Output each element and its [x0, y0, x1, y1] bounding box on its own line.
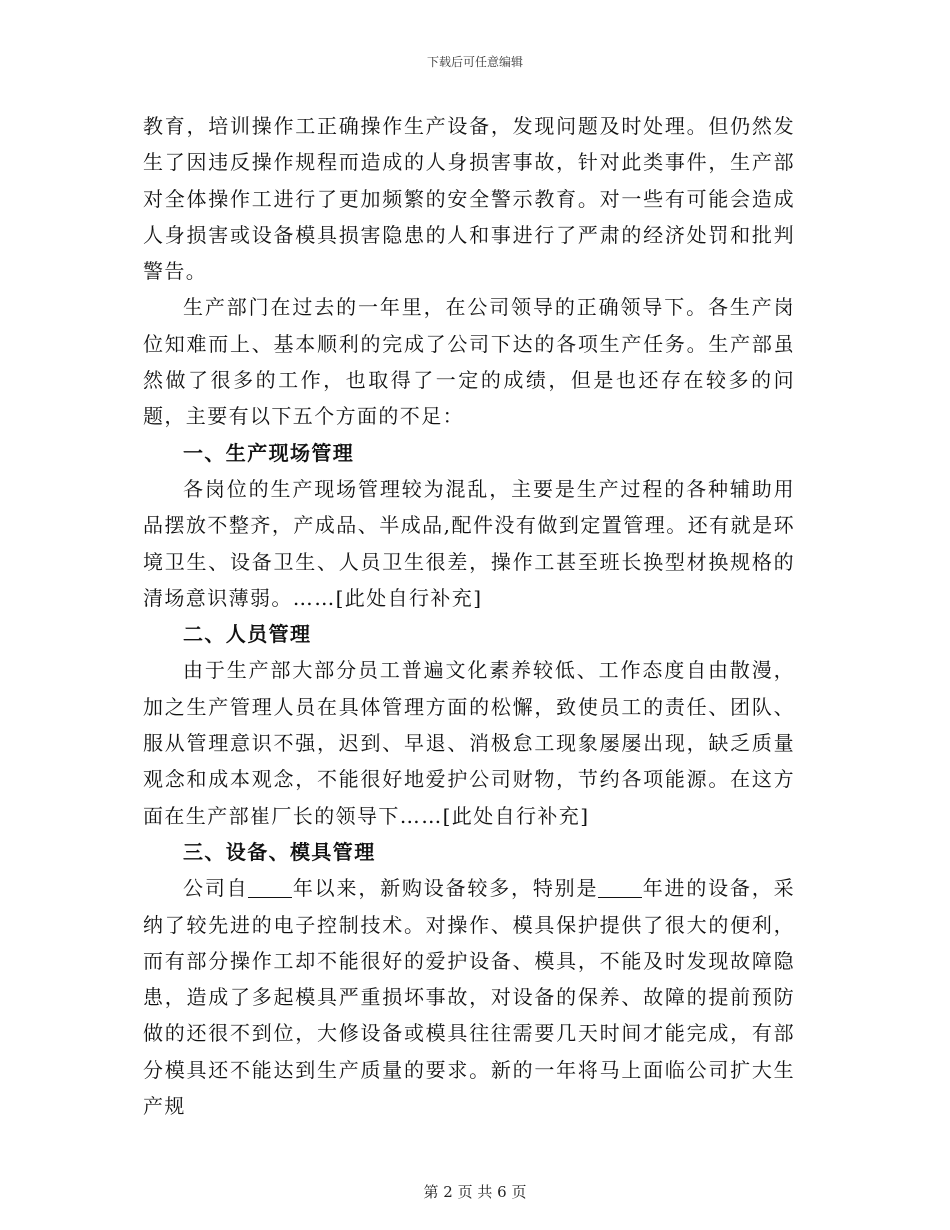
- section-heading-site-management: 一、生产现场管理: [183, 440, 355, 465]
- blank-year-field: [248, 877, 292, 898]
- page-footer: 第 2 页 共 6 页: [423, 1183, 527, 1201]
- paragraph-personnel-management: 由于生产部大部分员工普遍文化素养较低、工作态度自由散漫，加之生产管理人员在具体管理方面的松懈，致使员工的责任、团队、服从管理意识不强，迟到、早退、消极怠工现象屡屡出现，缺乏质量观念和成本观念，不能很好地爱护公司财物，节约各项能源。在这方面在生产部崔厂长的领导下……[此处自行补充]: [143, 658, 795, 828]
- paragraph-summary: 生产部门在过去的一年里，在公司领导的正确领导下。各生产岗位知难而上、基本顺利的完成了公司下达的各项生产任务。生产部虽然做了很多的工作，也取得了一定的成绩，但是也还存在较多的问题，主要有以下五个方面的不足：: [143, 295, 795, 429]
- paragraph-continuation: 教育，培训操作工正确操作生产设备，发现问题及时处理。但仍然发生了因违反操作规程而造成的人身损害事故，针对此类事件，生产部对全体操作工进行了更加频繁的安全警示教育。对一些有可能会造成人身损害或设备模具损害隐患的人和事进行了严肃的经济处罚和批判警告。: [143, 114, 795, 284]
- document-body: [143, 108, 795, 1124]
- paragraph-equipment-management: [143, 870, 795, 1124]
- paragraph-site-management: 各岗位的生产现场管理较为混乱，主要是生产过程的各种辅助用品摆放不整齐，产成品、半成品,配件没有做到定置管理。还有就是环境卫生、设备卫生、人员卫生很差，操作工甚至班长换型材换规格的清场意识薄弱。……[此处自行补充]: [143, 476, 795, 610]
- section-heading-equipment-management: 三、设备、模具管理: [183, 839, 376, 864]
- section-heading-personnel-management: 二、人员管理: [183, 622, 312, 647]
- blank-year-field: [598, 877, 642, 898]
- text-segment: 年以来，新购设备较多，特别是: [292, 876, 599, 901]
- page-header: 下载后可任意编辑: [426, 55, 523, 69]
- text-segment: 公司自: [183, 876, 249, 901]
- text-segment: 年进的设备，采纳了较先进的电子控制技术。对操作、模具保护提供了很大的便利，而有部分操作工却不能很好的爱护设备、模具，不能及时发现故障隐患，造成了多起模具严重损坏事故，对设备的保养、故障的提前预防做的还很不到位，大修设备或模具往往需要几天时间才能完成，有部分模具还不能达到生产质量的要求。新的一年将马上面临公司扩大生产规: [143, 876, 795, 1119]
